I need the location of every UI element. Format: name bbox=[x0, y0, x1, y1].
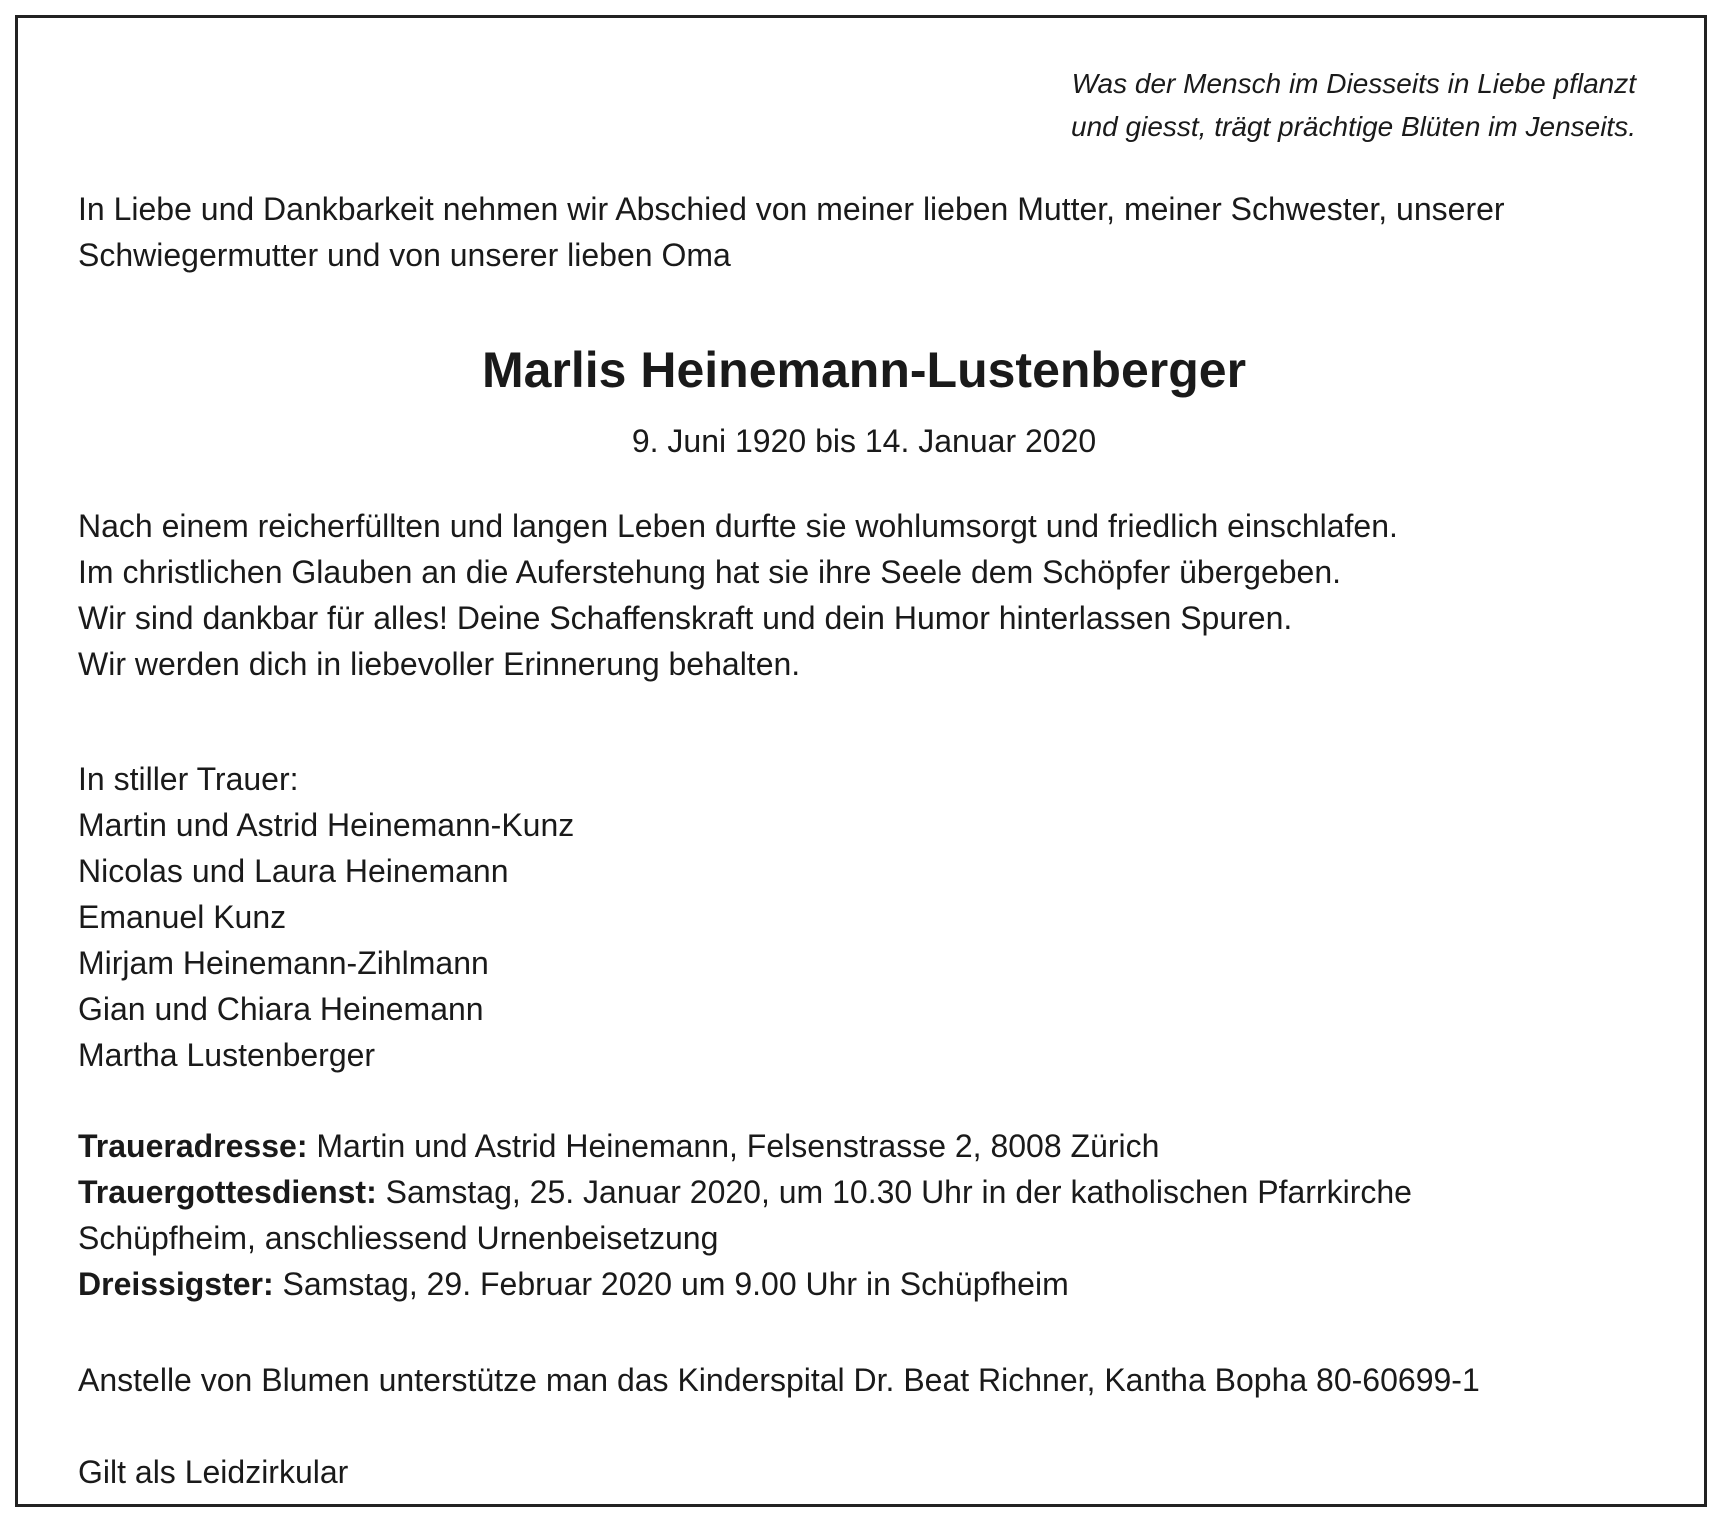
address-line bbox=[78, 1123, 1412, 1169]
service-label: Trauergottesdienst: bbox=[78, 1174, 377, 1210]
deceased-name: Marlis Heinemann-Lustenberger bbox=[481, 342, 1247, 398]
service-value: Samstag, 25. Januar 2020, um 10.30 Uhr in der katholischen Pfarrkirche bbox=[376, 1174, 1412, 1210]
mourner-name: Martha Lustenberger bbox=[78, 1037, 376, 1073]
service-line bbox=[78, 1169, 1412, 1215]
message-line: Nach einem reicherfüllten und langen Leben durfte sie wohlumsorgt und friedlich einschlafen. bbox=[78, 508, 1398, 544]
mourner-name: Gian und Chiara Heinemann bbox=[78, 991, 484, 1027]
message-line: Im christlichen Glauben an die Auferstehung hat sie ihre Seele dem Schöpfer übergeben. bbox=[78, 554, 1342, 590]
message-line: Wir werden dich in liebevoller Erinnerung behalten. bbox=[78, 646, 801, 682]
intro-line-1: In Liebe und Dankbarkeit nehmen wir Abschied von meiner lieben Mutter, meiner Schwester, unserer bbox=[78, 191, 1505, 227]
life-dates: 9. Juni 1920 bis 14. Januar 2020 bbox=[631, 423, 1097, 459]
intro-line-2: Schwiegermutter und von unserer lieben Oma bbox=[78, 237, 731, 273]
motto-line-2: und giesst, trägt prächtige Blüten im Jenseits. bbox=[1071, 111, 1636, 142]
motto-line-1: Was der Mensch im Diesseits in Liebe pflanzt bbox=[1071, 68, 1636, 99]
mourner-name: Martin und Astrid Heinemann-Kunz bbox=[78, 807, 575, 843]
mourners-heading: In stiller Trauer: bbox=[78, 761, 299, 797]
mourners-list bbox=[78, 802, 574, 1078]
thirtieth-line bbox=[78, 1261, 1412, 1307]
mourner-name: Nicolas und Laura Heinemann bbox=[78, 853, 509, 889]
intro-text bbox=[78, 186, 1638, 278]
thirtieth-value: Samstag, 29. Februar 2020 um 9.00 Uhr in Schüpfheim bbox=[273, 1266, 1069, 1302]
mourner-name: Emanuel Kunz bbox=[78, 899, 287, 935]
service-info bbox=[78, 1123, 1412, 1307]
obituary-frame bbox=[15, 15, 1707, 1507]
thirtieth-label: Dreissigster: bbox=[78, 1266, 274, 1302]
message-paragraph bbox=[78, 503, 1398, 687]
address-value: Martin und Astrid Heinemann, Felsenstrasse 2, 8008 Zürich bbox=[307, 1128, 1160, 1164]
mourner-name: Mirjam Heinemann-Zihlmann bbox=[78, 945, 489, 981]
address-label: Traueradresse: bbox=[78, 1128, 308, 1164]
circular-note: Gilt als Leidzirkular bbox=[78, 1454, 349, 1490]
donation-note: Anstelle von Blumen unterstütze man das Kinderspital Dr. Beat Richner, Kantha Bopha 80-60699-1 bbox=[78, 1362, 1480, 1398]
message-line: Wir sind dankbar für alles! Deine Schaffenskraft und dein Humor hinterlassen Spuren. bbox=[78, 600, 1293, 636]
service-line-continued: Schüpfheim, anschliessend Urnenbeisetzung bbox=[78, 1220, 719, 1256]
motto-quote bbox=[1071, 62, 1636, 148]
